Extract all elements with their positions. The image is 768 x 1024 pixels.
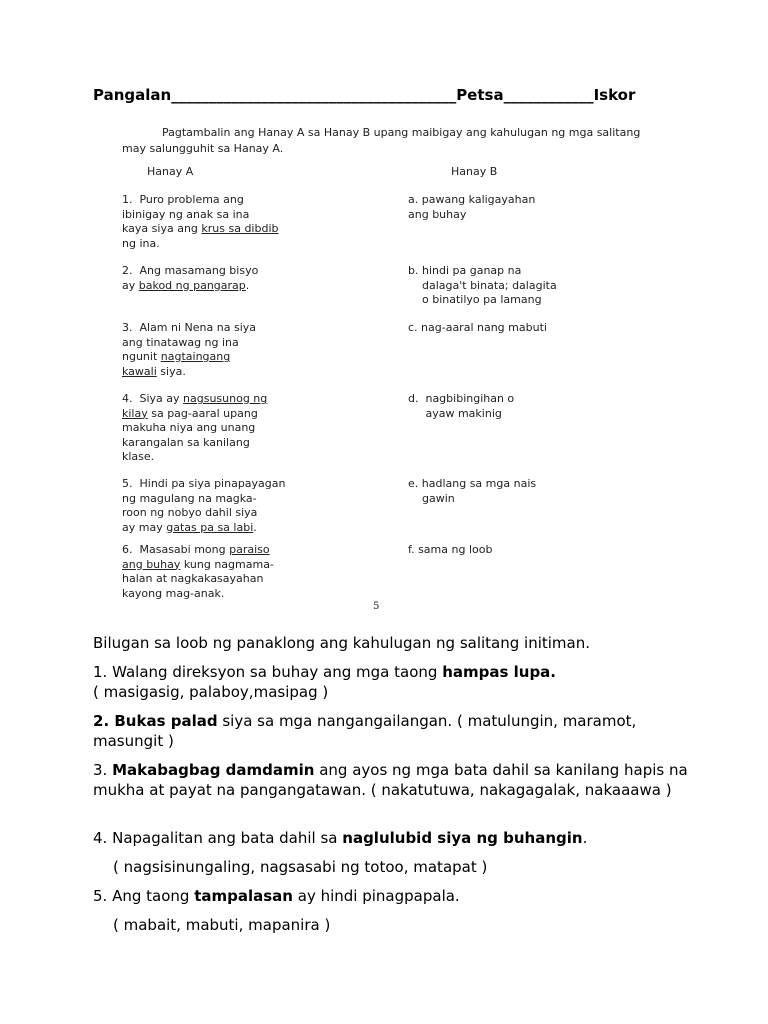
question-text: . <box>582 829 588 847</box>
item-text: ng ina. <box>122 236 160 250</box>
underlined-phrase: nagsusunog ng kilay <box>122 392 268 420</box>
bold-term: . Bukas palad <box>103 712 218 730</box>
question-number: 4. <box>93 829 113 847</box>
question-text: ang ayos ng mga bata dahil sa kanilang hapis na mukha at payat na pangangatawan. ( nakatutuwa, nakagagalak, nakaaawa ) <box>93 761 688 799</box>
hanay-a-item-6 <box>122 543 274 601</box>
question-4-choices: ( nagsisinungaling, nagsasabi ng totoo, matapat ) <box>113 858 488 876</box>
item-text: . <box>253 520 257 534</box>
hanay-b-item-e: e. hadlang sa mga nais gawin <box>408 477 537 505</box>
item-text: 4. Siya ay <box>122 392 184 405</box>
question-5-choices: ( mabait, mabuti, mapanira ) <box>113 916 331 934</box>
item-text: 3. Alam ni Nena na siya ang tinatawag ng ina ngunit <box>122 321 256 363</box>
question-5 <box>93 886 693 906</box>
question-2 <box>93 711 693 751</box>
item-text: siya. <box>156 364 186 378</box>
column-a-title: Hanay A <box>147 165 194 178</box>
hanay-b-item-f: f. sama ng loob <box>408 543 493 556</box>
bold-term: hampas lupa. <box>442 663 557 681</box>
hanay-b-item-d: d. nagbibingihan o ayaw makinig <box>408 392 515 420</box>
hanay-b-item-c: c. nag-aaral nang mabuti <box>408 321 547 334</box>
item-text: sa pag-aaral upang makuha niya ang unang karangalan sa kanilang klase. <box>122 406 258 463</box>
question-number: 3. <box>93 761 113 779</box>
question-text: siya sa mga nangangailangan. ( matulungin, maramot, masungit ) <box>93 712 637 750</box>
hanay-a-item-2 <box>122 264 258 293</box>
question-text: ay hindi pinagpapala. <box>292 887 460 905</box>
item-text: kung nagmama- halan at nagkakasayahan kayong mag-anak. <box>122 557 274 600</box>
hanay-a-item-3 <box>122 321 256 379</box>
question-text: Walang direksyon sa buhay ang mga taong <box>112 663 443 681</box>
hanay-b-item-a: a. pawang kaligayahan ang buhay <box>408 193 536 221</box>
hanay-a-item-4 <box>122 392 267 465</box>
question-4 <box>93 828 693 848</box>
item-text: 5. Hindi pa siya pinapayagan ng magulang na magka- roon ng nobyo dahil siya ay may <box>122 477 286 534</box>
underlined-phrase: krus sa dibdib <box>201 222 279 235</box>
hanay-a-item-5 <box>122 477 286 535</box>
question-number: 2 <box>93 712 104 730</box>
question-3 <box>93 760 693 800</box>
bold-term: tampalasan <box>194 887 293 905</box>
underlined-phrase: gatas pa sa labi <box>166 520 254 534</box>
page-number: 5 <box>373 601 380 612</box>
item-text: 6. Masasabi mong <box>122 543 230 556</box>
question-text: Napagalitan ang bata dahil sa <box>112 829 343 847</box>
hanay-a-item-1 <box>122 193 279 251</box>
question-choices: ( masigasig, palaboy,masipag ) <box>93 683 329 701</box>
underlined-phrase: bakod ng pangarap <box>138 278 246 292</box>
bold-term: naglulubid siya ng buhangin <box>342 829 583 847</box>
underlined-phrase: nagtaingang kawali <box>122 350 231 378</box>
question-number: 1. <box>93 663 113 681</box>
underlined-phrase: paraiso ang buhay <box>122 543 270 571</box>
name-date-score-line: Pangalan______________________________________Petsa____________Iskor <box>93 86 636 104</box>
item-text: 2. Ang masamang bisyo ay <box>122 264 259 292</box>
question-text: Ang taong <box>112 887 195 905</box>
item-text: . <box>245 278 250 292</box>
column-b-title: Hanay B <box>451 165 498 178</box>
questions-instruction: Bilugan sa loob ng panaklong ang kahulugan ng salitang initiman. <box>93 634 590 652</box>
question-1 <box>93 662 693 702</box>
bold-term: Makabagbag damdamin <box>112 761 315 779</box>
matching-instruction: Pagtambalin ang Hanay A sa Hanay B upang maibigay ang kahulugan ng mga salitang may salungguhit sa Hanay A. <box>122 126 641 155</box>
hanay-b-item-b: b. hindi pa ganap na dalaga't binata; dalagita o binatilyo pa lamang <box>408 264 557 306</box>
question-number: 5. <box>93 887 113 905</box>
item-text: 1. Puro problema ang ibinigay ng anak sa ina kaya siya ang <box>122 193 250 235</box>
